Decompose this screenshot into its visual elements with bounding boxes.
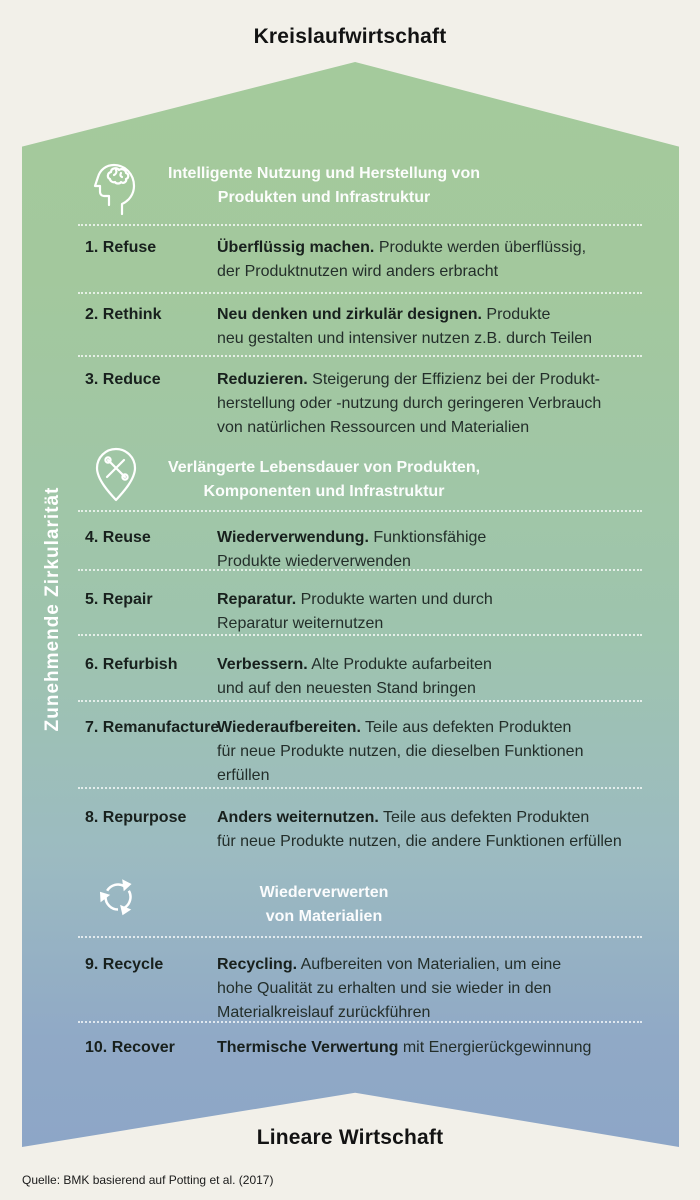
section-header-line: von Materialien	[265, 908, 383, 925]
dotted-separator	[78, 1021, 642, 1023]
strategy-row-remanufacture	[85, 716, 680, 788]
page-title: Kreislaufwirtschaft	[253, 25, 447, 48]
strategy-description: Überflüssig machen. Produkte werden überflüssig, der Produktnutzen wird anders erbracht	[217, 239, 587, 280]
dotted-separator	[78, 787, 642, 789]
strategy-row-reuse	[85, 526, 680, 574]
strategy-row-refurbish	[85, 653, 680, 701]
strategy-description: Verbessern. Alte Produkte aufarbeiten und auf den neuesten Stand bringen	[217, 656, 492, 697]
section-header-line: Verlängerte Lebensdauer von Produkten,	[167, 459, 481, 476]
dotted-separator	[78, 700, 642, 702]
strategy-row-recover	[85, 1036, 680, 1060]
section-header-line: Wiederverwerten	[259, 884, 389, 901]
strategy-row-refuse	[85, 236, 680, 284]
dotted-separator	[78, 510, 642, 512]
strategy-row-repurpose	[85, 806, 680, 854]
strategy-label: 5. Repair	[85, 591, 153, 608]
dotted-separator	[78, 936, 642, 938]
dotted-separator	[78, 292, 642, 294]
section-header-extend-lifespan	[78, 456, 570, 504]
strategy-label: 7. Remanufacture	[85, 719, 220, 736]
strategy-label: 10. Recover	[85, 1039, 175, 1056]
strategy-label: 1. Refuse	[85, 239, 157, 256]
strategy-row-repair	[85, 588, 680, 636]
dotted-separator	[78, 355, 642, 357]
strategy-description: Neu denken und zirkulär designen. Produkte neu gestalten und intensiver nutzen z.B. durch Teilen	[217, 306, 593, 347]
section-header-line: Intelligente Nutzung und Herstellung von	[168, 165, 480, 182]
dotted-separator	[78, 569, 642, 571]
strategy-description: Wiederaufbereiten. Teile aus defekten Produkten für neue Produkte nutzen, die dieselben Funktionen erfüllen	[217, 719, 584, 784]
section-header-line: Produkten und Infrastruktur	[217, 189, 431, 206]
strategy-description: Recycling. Aufbereiten von Materialien, um eine hohe Qualität zu erhalten und sie wieder in den Materialkreislauf zurückführen	[217, 956, 562, 1021]
increasing-circularity-axis-label: Zunehmende Zirkularität	[42, 486, 63, 732]
section-header-recycle-materials	[78, 881, 570, 929]
linear-economy-title: Lineare Wirtschaft	[256, 1126, 444, 1149]
strategy-description: Wiederverwendung. Funktionsfähige Produkte wiederverwenden	[217, 529, 487, 570]
strategy-label: 9. Recycle	[85, 956, 164, 973]
strategy-label: 2. Rethink	[85, 306, 162, 323]
dotted-separator	[78, 224, 642, 226]
strategy-description: Thermische Verwertung mit Energierückgewinnung	[217, 1039, 592, 1056]
strategy-row-reduce	[85, 368, 680, 440]
strategy-label: 6. Refurbish	[85, 656, 178, 673]
strategy-description: Reduzieren. Steigerung der Effizienz bei der Produkt- herstellung oder -nutzung durch geringeren Verbrauch von natürlichen Ressourcen und Materialien	[217, 371, 602, 436]
strategy-description: Anders weiternutzen. Teile aus defekten Produkten für neue Produkte nutzen, die andere Funktionen erfüllen	[217, 809, 622, 850]
section-header-smart-use	[78, 162, 570, 210]
strategy-row-recycle	[85, 953, 680, 1025]
strategy-label: 4. Reuse	[85, 529, 151, 546]
section-header-line: Komponenten und Infrastruktur	[203, 483, 445, 500]
dotted-separator	[78, 634, 642, 636]
source-note: Quelle: BMK basierend auf Potting et al. (2017)	[22, 1173, 274, 1187]
strategy-description: Reparatur. Produkte warten und durch Reparatur weiternutzen	[217, 591, 493, 632]
strategy-label: 3. Reduce	[85, 371, 161, 388]
strategy-label: 8. Repurpose	[85, 809, 187, 826]
strategy-row-rethink	[85, 303, 680, 351]
